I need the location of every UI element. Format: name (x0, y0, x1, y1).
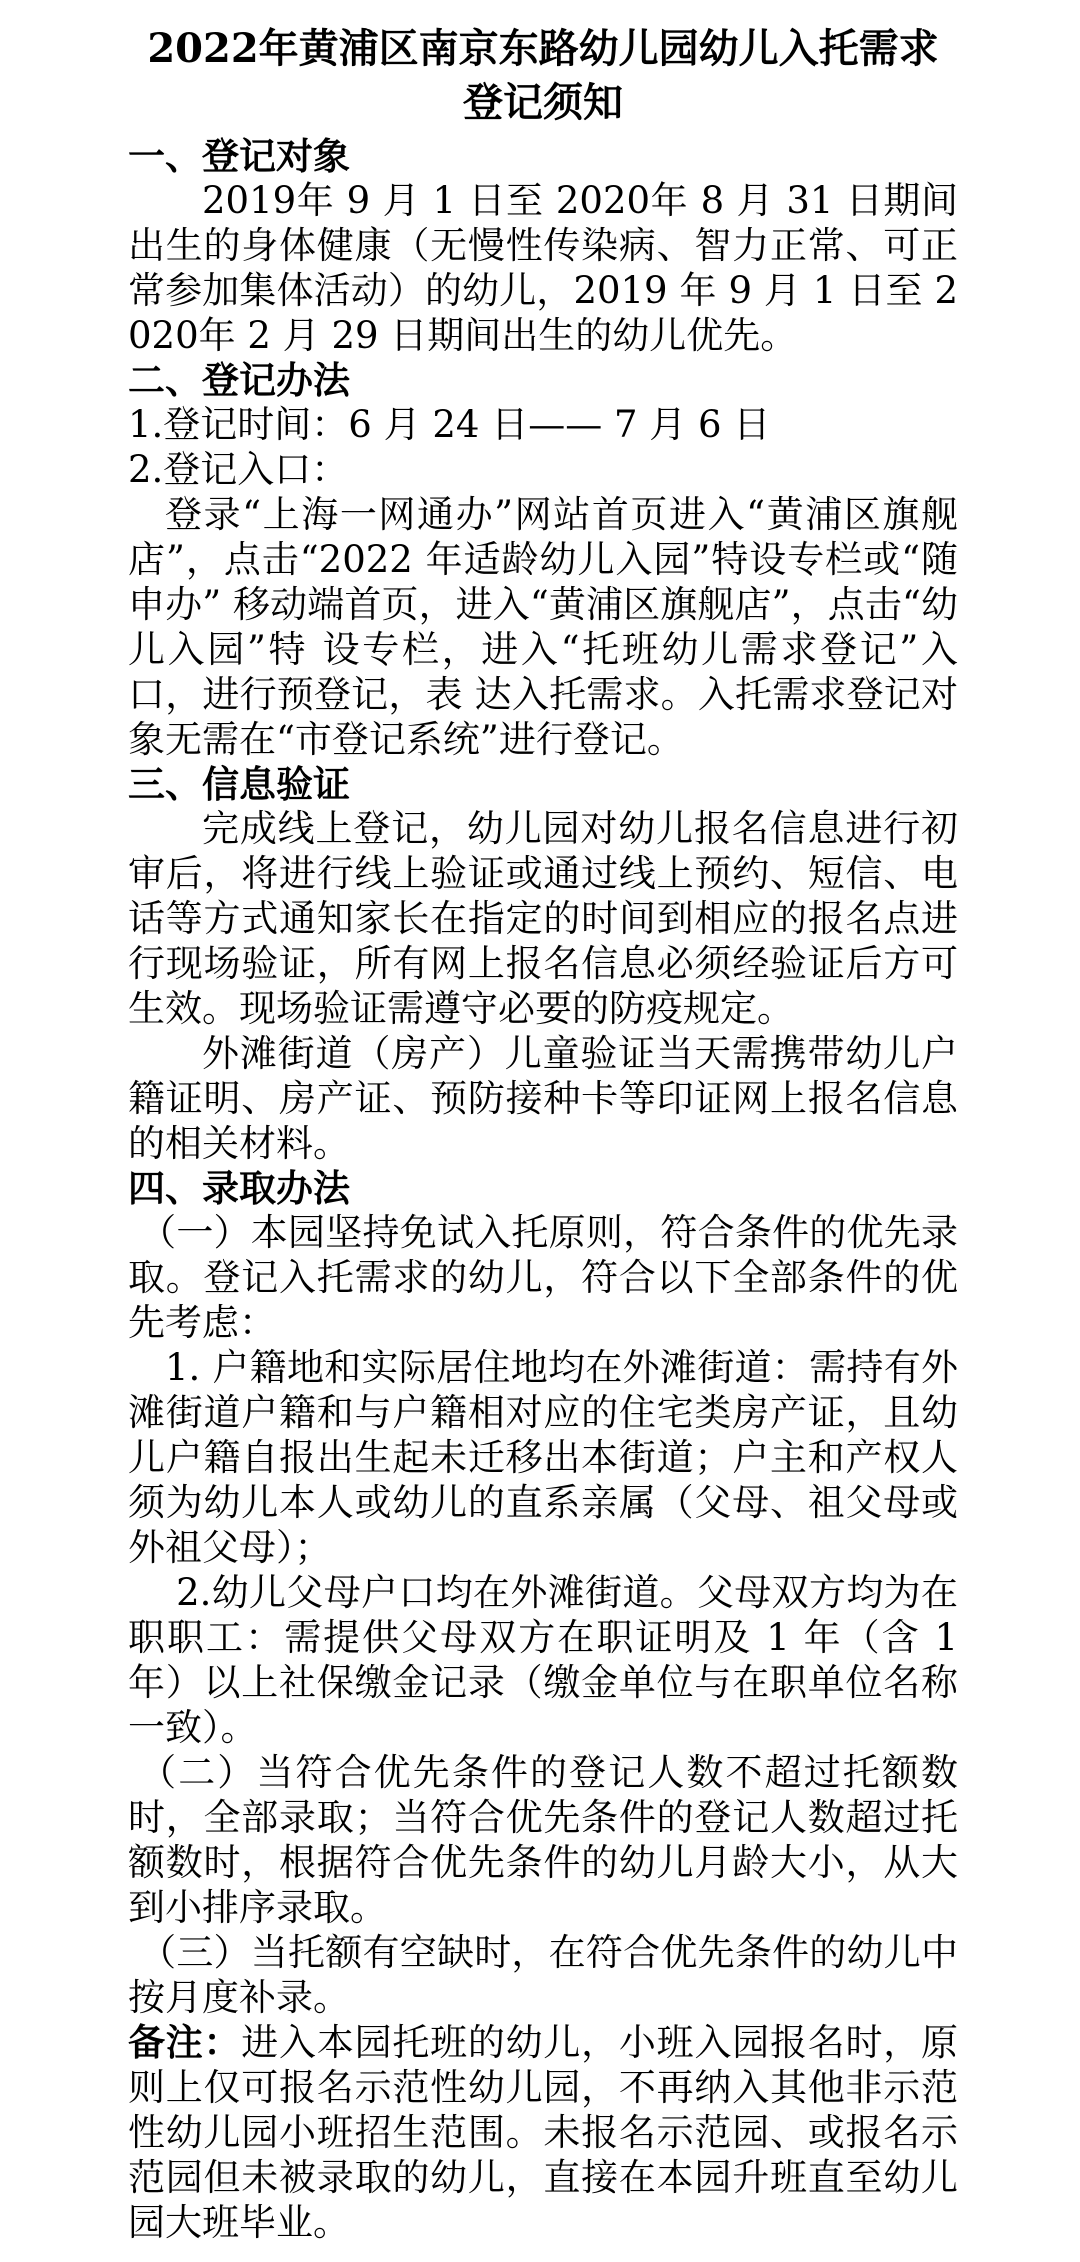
registration-entry-body: 登录“上海一网通办”网站首页进入“黄浦区旗舰店”，点击“2022 年适龄幼儿入园”特设专栏或“随申办” 移动端首页，进入“黄浦区旗舰店”，点击“幼儿入园”特 设专栏，进入“托班幼儿需求登记”入口，进行预登记，表 达入托需求。入托需求登记对象无需在“市登记系统”进行登记。 (128, 493, 958, 761)
page-title: 2022年黄浦区南京东路幼儿园幼儿入托需求登记须知 (147, 25, 939, 126)
note-body: 进入本园托班的幼儿，小班入园报名时，原则上仅可报名示范性幼儿园，不再纳入其他非示范性幼儿园小班招生范围。未报名示范园、或报名示范园但未被录取的幼儿，直接在本园升班直至幼儿园大班毕业。 (128, 2021, 959, 2244)
section-heading-admission: 四、录取办法 (128, 1166, 350, 1210)
admission-item-1-sub-2: 2.幼儿父母户口均在外滩街道。父母双方均为在职职工：需提供父母双方在职证明及 1 年（含 1 年）以上社保缴金记录（缴金单位与在职单位名称一致）。 (128, 1571, 958, 1749)
admission-item-1: （一）本园坚持免试入托原则，符合条件的优先录取。登记入托需求的幼儿，符合以下全部条件的优先考虑： (128, 1211, 958, 1344)
admission-item-2: （二）当符合优先条件的登记人数不超过托额数时，全部录取；当符合优先条件的登记人数超过托额数时，根据符合优先条件的幼儿月龄大小，从大到小排序录取。 (128, 1751, 958, 1929)
admission-item-3: （三）当托额有空缺时，在符合优先条件的幼儿中按月度补录。 (128, 1931, 958, 2019)
section-heading-registration-target: 一、登记对象 (128, 134, 350, 178)
admission-item-1-sub-1: 1. 户籍地和实际居住地均在外滩街道：需持有外滩街道户籍和与户籍相对应的住宅类房产证，且幼儿户籍自报出生起未迁移出本街道；户主和产权人须为幼儿本人或幼儿的直系亲属（父母、祖父母或外祖父母）； (128, 1346, 958, 1569)
note-paragraph (128, 2020, 958, 2245)
registration-entry-label: 2.登记入口： (128, 448, 349, 491)
section-heading-verification: 三、信息验证 (128, 762, 350, 806)
section-heading-registration-method: 二、登记办法 (128, 358, 350, 402)
registration-time: 1.登记时间：6 月 24 日—— 7 月 6 日 (128, 403, 771, 446)
note-label: 备注： (128, 2020, 242, 2064)
verification-body-materials: 外滩街道（房产）儿童验证当天需携带幼儿户籍证明、房产证、预防接种卡等印证网上报名信息的相关材料。 (128, 1032, 958, 1165)
section-body-registration-target: 2019年 9 月 1 日至 2020年 8 月 31 日期间出生的身体健康（无慢性传染病、智力正常、可正常参加集体活动）的幼儿，2019 年 9 月 1 日至 2020年 2 月 29 日期间出生的幼儿优先。 (128, 179, 958, 357)
verification-body-online: 完成线上登记，幼儿园对幼儿报名信息进行初审后，将进行线上验证或通过线上预约、短信、电话等方式通知家长在指定的时间到相应的报名点进行现场验证，所有网上报名信息必须经验证后方可生效。现场验证需遵守必要的防疫规定。 (128, 807, 958, 1030)
